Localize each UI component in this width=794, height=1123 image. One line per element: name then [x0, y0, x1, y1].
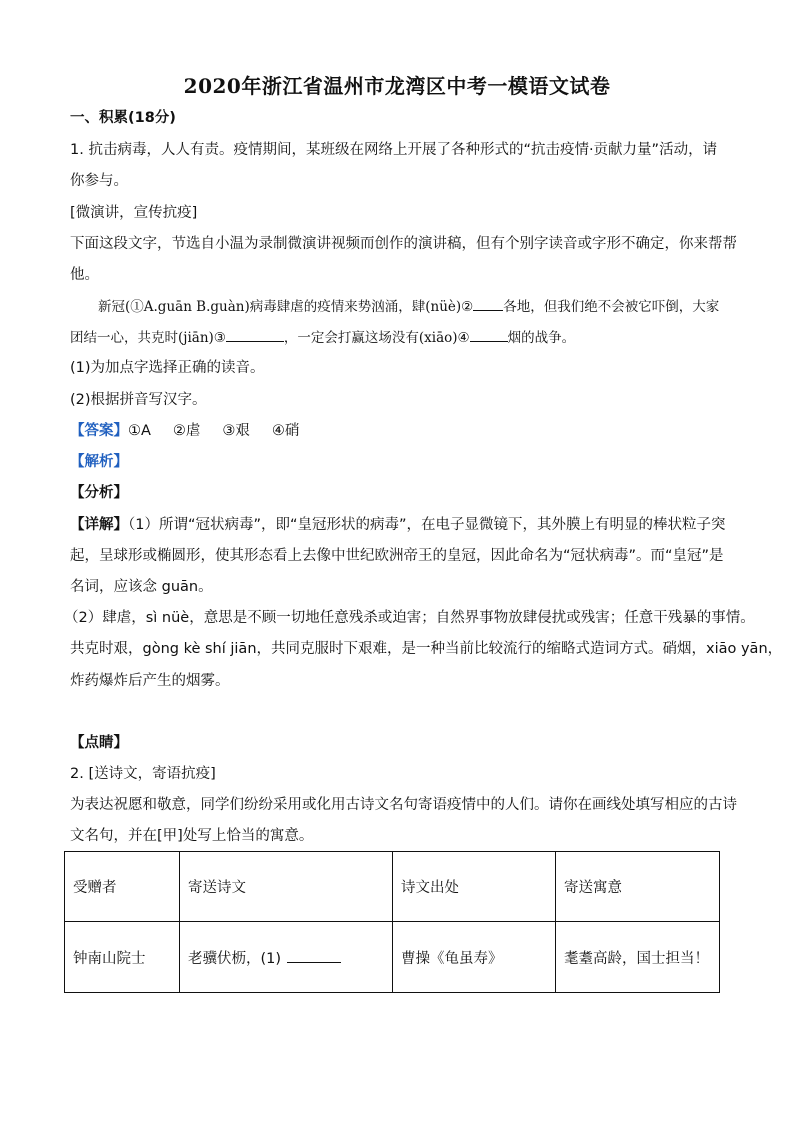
q1-sub1: (1)为加点字选择正确的读音。	[70, 360, 265, 376]
fenxi-tag: 【分析】	[70, 485, 128, 501]
q1-prompt-line2: 你参与。	[70, 173, 128, 189]
table-header-cell: 诗文出处	[393, 852, 556, 922]
table-header-cell: 寄送诗文	[180, 852, 393, 922]
dianjing-tag: 【点睛】	[70, 735, 128, 751]
answer-item: ②虐	[172, 423, 201, 439]
page-title: 2020年浙江省温州市龙湾区中考一模语文试卷	[183, 74, 611, 98]
blank-3[interactable]	[226, 327, 284, 342]
passage-text: ，一定会打赢这场没有(xiāo)④	[283, 330, 470, 346]
poem-table	[64, 851, 720, 993]
recipient-cell: 钟南山院士	[65, 922, 180, 993]
blank-4[interactable]	[470, 327, 508, 342]
poem-blank[interactable]	[287, 948, 341, 963]
answer-tag: 【答案】	[70, 423, 128, 439]
q1-intro-line1: 下面这段文字，节选自小温为录制微演讲视频而创作的演讲稿，但有个别字读音或字形不确定，你来帮帮	[70, 236, 737, 252]
source-cell: 曹操《龟虽寿》	[393, 922, 556, 993]
detail-line5: 共克时艰，gòng kè shí jiān，共同克服时下艰难，是一种当前比较流行的缩略式造词方式。硝烟，xiāo yān，	[70, 641, 783, 657]
answer-item: ④硝	[271, 423, 300, 439]
answer-item: ③艰	[222, 423, 250, 439]
section-heading: 一、积累(18分)	[70, 110, 176, 126]
q1-passage-line1	[98, 296, 719, 317]
q1-sub2: (2)根据拼音写汉字。	[70, 392, 207, 408]
detail-line2: 起，呈球形或椭圆形，使其形态看上去像中世纪欧洲帝王的皇冠，因此命名为“冠状病毒”。而“皇冠”是	[70, 548, 724, 564]
passage-text: 各地，但我们绝不会被它吓倒，大家	[503, 299, 720, 315]
detail-tag: 【详解】	[70, 517, 128, 533]
detail-text: （1）所谓“冠状病毒”，即“皇冠形状的病毒”，在电子显微镜下，其外膜上有明显的棒状粒子突	[128, 517, 726, 533]
q1-intro-line2: 他。	[70, 267, 99, 283]
table-row	[65, 922, 720, 993]
q1-subtitle: [微演讲，宣传抗疫]	[70, 205, 198, 221]
meaning-cell: 耄耋高龄，国士担当！	[556, 922, 720, 993]
passage-text: 团结一心，共克时(jiān)③	[70, 330, 226, 346]
table-header-cell: 寄送寓意	[556, 852, 720, 922]
q2-title: 2. [送诗文，寄语抗疫]	[70, 766, 216, 782]
detail-line6: 炸药爆炸后产生的烟雾。	[70, 673, 230, 689]
passage-text: 新冠(①A.guān B.guàn)病毒肆虐的疫情来势汹涌，肆(nüè)②	[98, 299, 474, 315]
table-header-cell: 受赠者	[65, 852, 180, 922]
poem-text: 老骥伏枥，(1)	[188, 950, 282, 967]
blank-2[interactable]	[473, 296, 503, 311]
passage-text: 烟的战争。	[507, 330, 576, 346]
table-header-row	[65, 852, 720, 922]
poem-cell	[180, 922, 393, 993]
answer-item: ①A	[128, 423, 151, 439]
q1-passage-line2	[70, 327, 575, 348]
detail-line3: 名词，应该念 guān。	[70, 579, 213, 595]
analysis-tag: 【解析】	[70, 454, 128, 470]
detail-line4: （2）肆虐，sì nüè，意思是不顾一切地任意残杀或迫害；自然界事物放肆侵扰或残害；任意干残暴的事情。	[64, 610, 755, 626]
answer-line	[70, 421, 299, 441]
detail-line1	[70, 515, 726, 535]
q2-intro-line2: 文名句，并在[甲]处写上恰当的寓意。	[70, 828, 314, 844]
q1-prompt-line1: 1. 抗击病毒，人人有责。疫情期间，某班级在网络上开展了各种形式的“抗击疫情·贡献力量”活动，请	[70, 142, 718, 158]
q2-intro-line1: 为表达祝愿和敬意，同学们纷纷采用或化用古诗文名句寄语疫情中的人们。请你在画线处填写相应的古诗	[70, 797, 737, 813]
